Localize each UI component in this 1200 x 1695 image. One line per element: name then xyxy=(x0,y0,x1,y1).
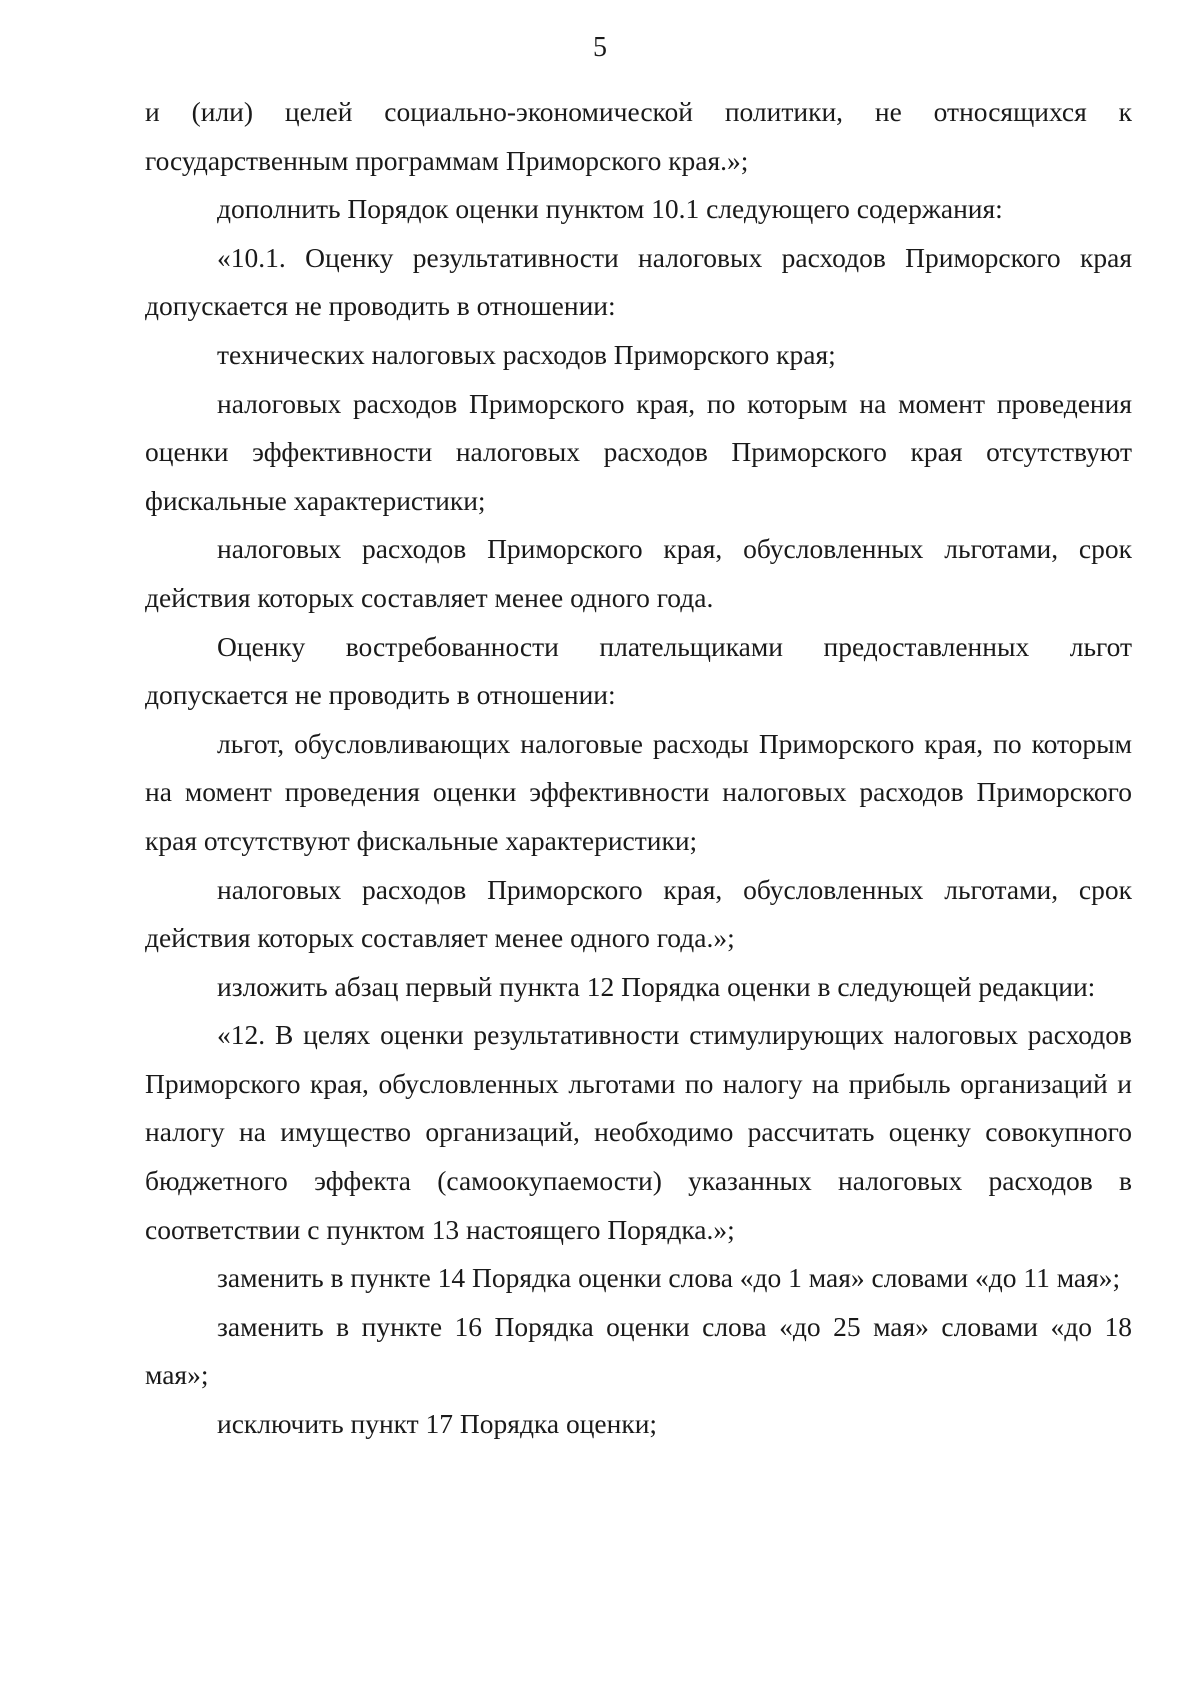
paragraph-amendment-16: заменить в пункте 16 Порядка оценки слова «до 25 мая» словами «до 18 мая»; xyxy=(145,1310,1132,1391)
paragraph-amendment-14: заменить в пункте 14 Порядка оценки слова «до 1 мая» словами «до 11 мая»; xyxy=(217,1262,1121,1294)
paragraph-10-1-text: «10.1. Оценку результативности налоговых расходов Приморского края допускается не проводить в отношении: xyxy=(145,241,1132,322)
paragraph-short-term-benefits: налоговых расходов Приморского края, обусловленных льготами, срок действия которых составляет менее одного года. xyxy=(145,533,1132,613)
paragraph-technical-expenses: технических налоговых расходов Приморского края; xyxy=(217,338,836,370)
paragraph-short-term-benefits-end: налоговых расходов Приморского края, обусловленных льготами, срок действия которых составляет менее одного года.»; xyxy=(145,873,1132,954)
paragraph-demand-assessment: Оценку востребованности плательщиками предоставленных льгот допускается не проводить в отношении: xyxy=(145,630,1132,711)
paragraph-continuation: и (или) целей социально-экономической политики, не относящихся к государственным программам Приморского края.»; xyxy=(145,96,1132,176)
paragraph-12-text: «12. В целях оценки результативности стимулирующих налоговых расходов Приморского края, обусловленных льготами по налогу на прибыль организаций и налогу на имущество организаций, необходимо рассчитать оценку совокупного бюджетного эффекта (самоокупаемости) указанных налоговых расходов в соответствии с пунктом 13 настоящего Порядка.»; xyxy=(145,1019,1132,1245)
paragraph-benefits-no-fiscal: льгот, обусловливающих налоговые расходы Приморского края, по которым на момент проведения оценки эффективности налоговых расходов Приморского края отсутствуют фискальные характеристики; xyxy=(145,727,1132,856)
page-number: 5 xyxy=(593,32,607,63)
paragraph-exclude-17: исключить пункт 17 Порядка оценки; xyxy=(217,1408,658,1440)
document-body xyxy=(145,88,1132,1449)
paragraph-amendment-12-intro: изложить абзац первый пункта 12 Порядка оценки в следующей редакции: xyxy=(217,970,1096,1002)
paragraph-no-fiscal-characteristics: налоговых расходов Приморского края, по которым на момент проведения оценки эффективности налоговых расходов Приморского края отсутствуют фискальные характеристики; xyxy=(145,387,1132,516)
paragraph-amendment-10-1-intro: дополнить Порядок оценки пунктом 10.1 следующего содержания: xyxy=(217,193,1003,225)
